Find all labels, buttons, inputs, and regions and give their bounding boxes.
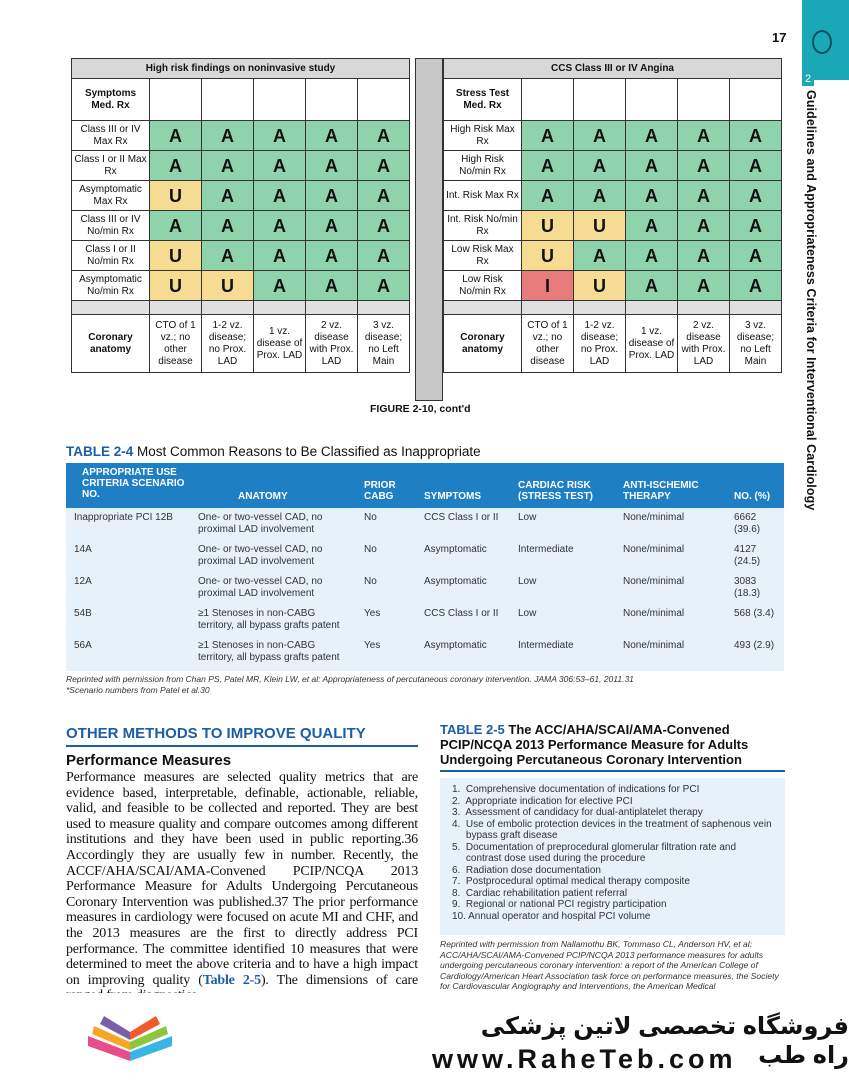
rating-cell: A [574, 241, 626, 271]
table24-cell: 6662 (39.6) [734, 512, 761, 535]
rating-cell: A [306, 271, 358, 301]
anatomy-cell: 1-2 vz. disease; no Prox. LAD [574, 315, 626, 373]
anatomy-row [72, 315, 410, 373]
anatomy-row [444, 315, 782, 373]
table24-cell: ≥1 Stenoses in non-CABG territory, all bypass grafts patent [198, 640, 340, 663]
rating-cell: A [202, 181, 254, 211]
table24-row [66, 540, 784, 571]
table25-list [452, 784, 772, 922]
rating-cell: U [202, 271, 254, 301]
table24-cell: 56A [74, 640, 92, 651]
table24-cell: Yes [364, 608, 381, 619]
table24-cell: 4127 (24.5) [734, 544, 761, 567]
rating-cell: A [358, 271, 410, 301]
table24-header [66, 463, 784, 508]
table25-item: 6. Radiation dose documentation [452, 864, 601, 876]
anatomy-cell: 3 vz. disease; no Left Main [358, 315, 410, 373]
table24-cell: None/minimal [623, 544, 685, 555]
rating-cell: A [306, 181, 358, 211]
col-header-anatomy: ANATOMY [238, 491, 288, 502]
matrix-gap-row [72, 301, 410, 315]
table24-cell: 568 (3.4) [734, 608, 775, 619]
anatomy-cell: 1-2 vz. disease; no Prox. LAD [202, 315, 254, 373]
table24-cell: CCS Class I or II [424, 512, 499, 523]
matrix-row-label: Int. Risk Max Rx [444, 181, 522, 211]
rating-cell: A [678, 151, 730, 181]
table24-cell: 493 (2.9) [734, 640, 775, 651]
matrix-row [72, 181, 410, 211]
rating-cell: U [522, 211, 574, 241]
rating-cell: A [522, 151, 574, 181]
matrix-row-label: Class III or IV Max Rx [72, 121, 150, 151]
rating-cell: A [358, 181, 410, 211]
watermark-store-name: فروشگاه تخصصی لاتین پزشکی راه طب [480, 1013, 849, 1069]
table24-cell: CCS Class I or II [424, 608, 499, 619]
table24-row [66, 508, 784, 539]
table24-cell: 14A [74, 544, 92, 555]
table25-item: 2. Appropriate indication for elective PCI [452, 795, 633, 807]
table24-cell: Yes [364, 640, 381, 651]
rating-cell: A [626, 181, 678, 211]
body-text: Performance measures are selected quality metrics that are evidence based, interpretable, definable, actionable, reliable, valid, and feasible to be collected and reported. They are best used to measure quality and compare outcomes among different institutions and they have been used in public reporting.36 Accordingly they are usually few in number. Recently, the ACCF/AHA/SCAI/AMA-Convened PCIP/NCQA 2013 Performance Measure for Adults Undergoing Percutaneous Coronary Intervention was published.37 The prior performance measures in cardiology were focused on acute MI and CHF, and the 2013 measures are the first to directly address PCI performance. The committee identified 10 measures that were determined to meet the above criteria and to have a high impact on improving quality ( [66, 770, 418, 988]
matrix-row [72, 121, 410, 151]
table25-body [440, 778, 785, 935]
matrix-row [72, 151, 410, 181]
col-header-number: NO. (%) [734, 491, 771, 502]
anatomy-cell: CTO of 1 vz.; no other disease [150, 315, 202, 373]
open-book-logo-icon [80, 1006, 180, 1066]
table24-cell: One- or two-vessel CAD, no proximal LAD involvement [198, 544, 323, 567]
rating-cell: A [730, 121, 782, 151]
table24-footnote-source: Reprinted with permission from Chan PS, Patel MR, Klein LW, et al: Appropriateness of percutaneous coronary intervention. JAMA 306:53–61, 2011.31 [66, 674, 634, 684]
matrix-right-corner: Stress Test Med. Rx [444, 79, 522, 121]
matrix-row-label: Class I or II No/min Rx [72, 241, 150, 271]
table25-label: TABLE 2-5 [440, 722, 505, 737]
rating-cell: A [306, 241, 358, 271]
col-header-symptoms: SYMPTOMS [424, 491, 482, 502]
rating-cell: A [626, 271, 678, 301]
figure-matrix-right [443, 58, 782, 373]
rating-cell: A [574, 121, 626, 151]
table24-body [66, 508, 784, 671]
rating-cell: A [522, 181, 574, 211]
table24-cell: None/minimal [623, 608, 685, 619]
rating-cell: A [678, 181, 730, 211]
table25-item: 8. Cardiac rehabilitation patient referral [452, 887, 628, 899]
section-heading: OTHER METHODS TO IMPROVE QUALITY [66, 725, 418, 747]
rating-cell: A [678, 211, 730, 241]
matrix-row [444, 271, 782, 301]
matrix-row-label: Low Risk Max Rx [444, 241, 522, 271]
table24-cell: None/minimal [623, 640, 685, 651]
rating-cell: A [678, 271, 730, 301]
table25-item: 4. Use of embolic protection devices in the treatment of saphenous vein [452, 818, 772, 830]
watermark-url[interactable]: www.RaheTeb.com [432, 1044, 737, 1074]
matrix-row-label: Asymptomatic Max Rx [72, 181, 150, 211]
figure-matrix-left [71, 58, 410, 373]
table24-cell: No [364, 576, 377, 587]
rating-cell: A [254, 121, 306, 151]
rating-cell: A [150, 211, 202, 241]
table25-item: bypass graft disease [452, 830, 558, 841]
table24-cell: 54B [74, 608, 92, 619]
rating-cell: A [202, 211, 254, 241]
matrix-left-header: High risk findings on noninvasive study [72, 59, 410, 79]
page-number: 17 [772, 30, 787, 45]
rating-cell: A [730, 271, 782, 301]
rating-cell: A [150, 151, 202, 181]
table24-cell: Low [518, 576, 537, 587]
rating-cell: A [254, 181, 306, 211]
matrix-row [444, 151, 782, 181]
rating-cell: U [522, 241, 574, 271]
col-header-scenario: APPROPRIATE USE CRITERIA SCENARIO NO. [82, 467, 185, 500]
table25-item: 9. Regional or national PCI registry participation [452, 899, 667, 910]
rating-cell: A [254, 271, 306, 301]
table24-cell: One- or two-vessel CAD, no proximal LAD involvement [198, 576, 323, 599]
rating-cell: A [202, 121, 254, 151]
table25-item: 7. Postprocedural optimal medical therapy composite [452, 876, 690, 887]
table25-item: 1. Comprehensive documentation of indications for PCI [452, 784, 700, 795]
rating-cell: A [522, 121, 574, 151]
table24-row [66, 572, 784, 603]
table25-item: 3. Assessment of candidacy for dual-antiplatelet therapy [452, 807, 703, 818]
matrix-gap-row [444, 301, 782, 315]
matrix-row [444, 241, 782, 271]
matrix-row [444, 211, 782, 241]
table24-cell: One- or two-vessel CAD, no proximal LAD involvement [198, 512, 323, 535]
table25-title [440, 722, 785, 772]
rating-cell: A [730, 151, 782, 181]
body-text-end: ). The dimensions of care [260, 972, 418, 988]
rating-cell: A [358, 151, 410, 181]
table24-cell: Asymptomatic [424, 640, 487, 651]
body-paragraph [66, 770, 418, 1004]
matrix-row-label: Class III or IV No/min Rx [72, 211, 150, 241]
anatomy-cell: 1 vz. disease of Prox. LAD [626, 315, 678, 373]
table24-cell: 3083 (18.3) [734, 576, 761, 599]
table24-footnotes [66, 674, 634, 696]
table24-cell: Inappropriate PCI 12B [74, 512, 173, 523]
table24-cell: 12A [74, 576, 92, 587]
table24-cell: No [364, 512, 377, 523]
rating-cell: A [626, 211, 678, 241]
table25-footnote: Reprinted with permission from Nallamothu BK, Tommaso CL, Anderson HV, et al: ACC/AHA/SCAI/AMA-Convened PCIP/NCQA 2013 performance measures for adults undergoing percutaneous coronary intervention: a report of the American College of Cardiology/American Heart Association task force on performance measures, the Society for Cardiovascular Angiography and Interventions, the American Medical [440, 939, 779, 991]
col-header-prior-cabg: PRIOR CABG [364, 480, 396, 502]
rating-cell: A [254, 241, 306, 271]
rating-cell: I [522, 271, 574, 301]
matrix-row [72, 211, 410, 241]
matrix-row [444, 181, 782, 211]
rating-cell: A [202, 151, 254, 181]
rating-cell: A [730, 211, 782, 241]
table24-title-text: Most Common Reasons to Be Classified as Inappropriate [137, 444, 481, 459]
table24-cell: Intermediate [518, 640, 574, 651]
rating-cell: A [730, 181, 782, 211]
rating-cell: A [150, 121, 202, 151]
table24-cell: Intermediate [518, 544, 574, 555]
anatomy-cell: 2 vz. disease with Prox. LAD [678, 315, 730, 373]
table24-cell: Asymptomatic [424, 576, 487, 587]
table24-cell: None/minimal [623, 576, 685, 587]
matrix-row-label: Class I or II Max Rx [72, 151, 150, 181]
table24-cell: No [364, 544, 377, 555]
matrix-row-label: High Risk No/min Rx [444, 151, 522, 181]
chapter-number: 2 [802, 72, 814, 86]
rating-cell: U [150, 241, 202, 271]
table24-row [66, 604, 784, 635]
table25-item: contrast dose used during the procedure [452, 853, 646, 864]
matrix-row-label: High Risk Max Rx [444, 121, 522, 151]
rating-cell: A [358, 211, 410, 241]
table25-item: 10. Annual operator and hospital PCI volume [452, 910, 651, 922]
table25-item: 5. Documentation of preprocedural glomerular filtration rate and [452, 841, 737, 853]
matrix-row [444, 121, 782, 151]
rating-cell: A [306, 151, 358, 181]
rating-cell: A [678, 241, 730, 271]
rating-cell: A [254, 211, 306, 241]
table24-cell: Asymptomatic [424, 544, 487, 555]
table24-cell: Low [518, 512, 537, 523]
rating-cell: A [202, 241, 254, 271]
col-header-cardiac-risk: CARDIAC RISK (STRESS TEST) [518, 480, 594, 502]
anatomy-cell: 2 vz. disease with Prox. LAD [306, 315, 358, 373]
figure-separator [415, 58, 443, 401]
matrix-right-header: CCS Class III or IV Angina [444, 59, 782, 79]
rating-cell: A [306, 211, 358, 241]
figure-caption: FIGURE 2-10, cont'd [370, 403, 471, 415]
table24-label: TABLE 2-4 [66, 444, 134, 459]
rating-cell: A [626, 241, 678, 271]
matrix-row-label: Int. Risk No/min Rx [444, 211, 522, 241]
chapter-tab-icon [812, 30, 832, 54]
matrix-left-corner: Symptoms Med. Rx [72, 79, 150, 121]
rating-cell: U [574, 211, 626, 241]
table24-cell: ≥1 Stenoses in non-CABG territory, all bypass grafts patent [198, 608, 340, 631]
rating-cell: U [574, 271, 626, 301]
anatomy-cell: 1 vz. disease of Prox. LAD [254, 315, 306, 373]
col-header-anti-ischemic: ANTI-ISCHEMIC THERAPY [623, 480, 699, 502]
anatomy-cell: 3 vz. disease; no Left Main [730, 315, 782, 373]
anatomy-label: Coronary anatomy [72, 315, 150, 373]
rating-cell: U [150, 181, 202, 211]
table24-title [66, 444, 481, 459]
matrix-row [72, 241, 410, 271]
table24-cell: Low [518, 608, 537, 619]
matrix-row-label: Low Risk No/min Rx [444, 271, 522, 301]
table25-title-text: The ACC/AHA/SCAI/AMA-Convened PCIP/NCQA 2013 Performance Measure for Adults Undergoing Percutaneous Coronary Intervention [440, 722, 749, 767]
rating-cell: A [678, 121, 730, 151]
table24-footnote-scenario: *Scenario numbers from Patel et al.30 [66, 685, 210, 695]
rating-cell: A [626, 121, 678, 151]
rating-cell: U [150, 271, 202, 301]
matrix-row [72, 271, 410, 301]
table-reference-link[interactable]: Table 2-5 [202, 972, 261, 988]
running-chapter-title: Guidelines and Appropriateness Criteria for Interventional Cardiology [804, 90, 818, 511]
rating-cell: A [574, 151, 626, 181]
rating-cell: A [574, 181, 626, 211]
rating-cell: A [358, 241, 410, 271]
table24-row [66, 636, 784, 667]
rating-cell: A [306, 121, 358, 151]
rating-cell: A [730, 241, 782, 271]
matrix-row-label: Asymptomatic No/min Rx [72, 271, 150, 301]
subsection-heading: Performance Measures [66, 752, 232, 769]
rating-cell: A [254, 151, 306, 181]
table24-cell: None/minimal [623, 512, 685, 523]
rating-cell: A [358, 121, 410, 151]
rating-cell: A [626, 151, 678, 181]
anatomy-cell: CTO of 1 vz.; no other disease [522, 315, 574, 373]
anatomy-label: Coronary anatomy [444, 315, 522, 373]
